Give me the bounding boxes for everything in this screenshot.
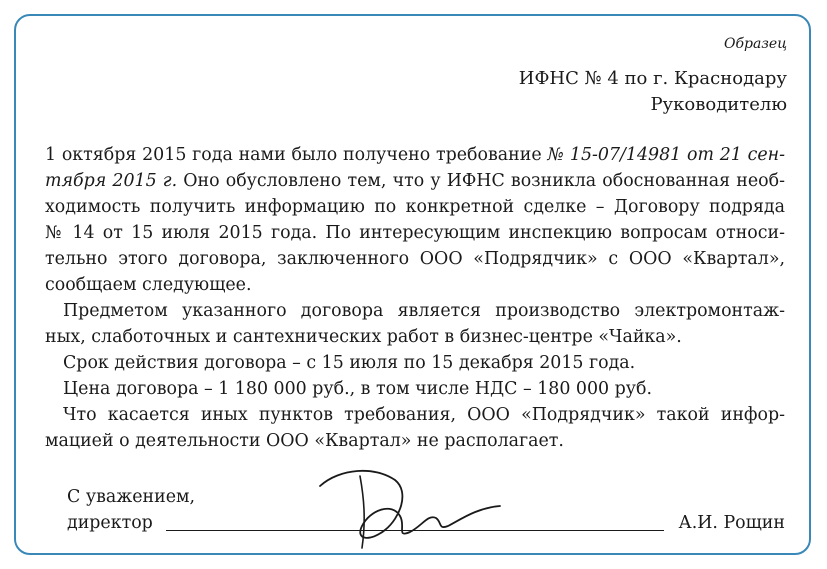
signatory-role: директор bbox=[67, 513, 153, 533]
sample-label: Образец bbox=[723, 36, 787, 52]
closing-text: С уважением, bbox=[67, 487, 196, 507]
paragraph-1-line-6: сообщаем следующее. bbox=[45, 275, 252, 295]
body-text: 1 октября 2015 года нами было получено требование bbox=[45, 145, 548, 165]
recipient-line-1: ИФНС № 4 по г. Краснодару bbox=[518, 68, 787, 89]
paragraph-5-line-2: мацией о деятельности ООО «Квартал» не располагает. bbox=[45, 431, 564, 451]
paragraph-1-line-4: № 14 от 15 июля 2015 года. По интересующим инспекцию вопросам относи- bbox=[45, 223, 785, 243]
paragraph-5-line-1: Что касается иных пунктов требования, ООО «Подрядчик» такой инфор- bbox=[63, 405, 785, 425]
paragraph-1-line-2 bbox=[45, 168, 785, 194]
paragraph-3: Срок действия договора – с 15 июля по 15 декабря 2015 года. bbox=[63, 353, 636, 373]
signatory-name: А.И. Рощин bbox=[678, 513, 785, 533]
paragraph-1-line-3: ходимость получить информацию по конкретной сделке – Договору подряда bbox=[45, 197, 785, 217]
paragraph-1-line-5: тельно этого договора, заключенного ООО «Подрядчик» с ООО «Квартал», bbox=[45, 249, 785, 269]
requirement-date: тября 2015 г. bbox=[45, 171, 178, 191]
requirement-number: № 15-07/14981 от 21 сен- bbox=[547, 145, 785, 165]
recipient-line-2: Руководителю bbox=[650, 94, 787, 115]
body-text: Оно обусловлено тем, что у ИФНС возникла обоснованная необ- bbox=[177, 171, 785, 191]
paragraph-2-line-1: Предметом указанного договора является производство электромонтаж- bbox=[63, 301, 785, 321]
recipient-block bbox=[519, 66, 787, 118]
letter-body bbox=[45, 142, 785, 454]
paragraph-4: Цена договора – 1 180 000 руб., в том числе НДС – 180 000 руб. bbox=[63, 379, 652, 399]
paragraph-2-line-2: ных, слаботочных и сантехнических работ в бизнес-центре «Чайка». bbox=[45, 327, 682, 347]
paragraph-1-line-1 bbox=[45, 142, 785, 168]
handwritten-signature bbox=[300, 458, 540, 558]
